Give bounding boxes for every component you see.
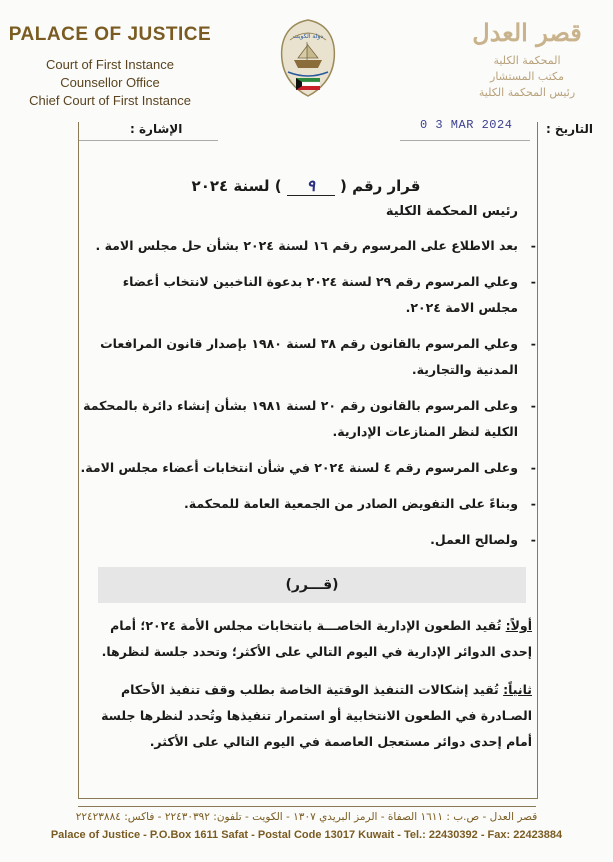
decision-title-prefix: قرار رقم (	[340, 177, 421, 195]
english-line-chief: Chief Court of First Instance	[29, 93, 191, 108]
recital-item: - ولصالح العمل.	[80, 527, 532, 553]
clause-first	[80, 613, 532, 665]
decision-number-field	[287, 176, 335, 196]
arabic-title: قصر العدل	[472, 18, 582, 47]
clause-second	[80, 677, 532, 755]
english-line-court: Court of First Instance	[46, 57, 174, 72]
decree-heading: (قـــرر)	[98, 567, 526, 603]
decree-clauses	[80, 613, 532, 755]
reference-label: الإشارة :	[130, 122, 183, 136]
arabic-line-chief: رئيس المحكمة الكلية	[478, 86, 576, 99]
kuwait-emblem-icon	[276, 16, 340, 100]
clause-text: تُقيد إشكالات التنفيذ الوقتية الخاصة بطلب وقف تنفيذ الأحكام الصـادرة في الطعون الانتخابية أو استمرار تنفيذها وتُحدد لنظرها جلسة أمام إحدى دوائر مستعجل العاصمة في اليوم التالي على الأكثر.	[101, 682, 532, 749]
clause-text: تُقيد الطعون الإدارية الخاصـــة بانتخابات مجلس الأمة ٢٠٢٤؛ أمام إحدى الدوائر الإدارية في اليوم التالي على الأكثر؛ وتحدد جلسة لنظرها.	[101, 618, 532, 659]
emblem-text: دولة الكويت	[293, 33, 323, 40]
footer-divider	[78, 806, 536, 807]
decision-number: ٩	[306, 176, 316, 195]
clause-tag: ثانياً:	[503, 682, 532, 697]
arabic-line-court: المحكمة الكلية	[493, 54, 561, 67]
english-letterhead	[0, 24, 220, 110]
footer-english: Palace of Justice - P.O.Box 1611 Safat - Postal Code 13017 Kuwait - Tel.: 22430392 - Fax: 22423884	[50, 829, 563, 841]
english-line-office: Counsellor Office	[60, 75, 160, 90]
date-stamp: 0 3 MAR 2024	[420, 118, 513, 132]
recital-item: - وبناءً على التفويض الصادر من الجمعية العامة للمحكمة.	[80, 491, 532, 517]
footer-arabic: قصر العدل - ص.ب : ١٦١١ الصفاة - الرمز البريدي ١٣٠٧ - الكويت - تلفون: ٢٢٤٣٠٣٩٢ - فاكس: ٢٢٤٢٣٨٨٤	[75, 811, 538, 823]
decision-title-suffix: ) لسنة ٢٠٢٤	[191, 177, 282, 195]
arabic-line-office: مكتب المستشار	[490, 70, 564, 83]
arabic-letterhead	[447, 18, 607, 101]
recital-item: - وعلى المرسوم رقم ٤ لسنة ٢٠٢٤ في شأن انتخابات أعضاء مجلس الامة.	[80, 455, 532, 481]
recitals-list	[80, 233, 532, 553]
recital-item: - وعلى المرسوم بالقانون رقم ٢٠ لسنة ١٩٨١ بشأن إنشاء دائرة بالمحكمة الكلية لنظر المنازعات الإدارية.	[80, 393, 532, 445]
decision-title	[80, 176, 532, 196]
decision-body	[80, 162, 532, 755]
recital-item: - وعلي المرسوم بالقانون رقم ٣٨ لسنة ١٩٨٠ بإصدار قانون المرافعات المدنية والتجارية.	[80, 331, 532, 383]
date-label: التاريخ :	[545, 122, 593, 136]
recital-item: - وعلي المرسوم رقم ٢٩ لسنة ٢٠٢٤ بدعوة الناخبين لانتخاب أعضاء مجلس الامة ٢٠٢٤.	[80, 269, 532, 321]
clause-tag: أولاً:	[505, 618, 532, 633]
english-title: PALACE OF JUSTICE	[8, 24, 212, 45]
recital-item: - بعد الاطلاع على المرسوم رقم ١٦ لسنة ٢٠٢٤ بشأن حل مجلس الامة .	[80, 233, 532, 259]
president-heading: رئيس المحكمة الكلية	[385, 204, 518, 219]
